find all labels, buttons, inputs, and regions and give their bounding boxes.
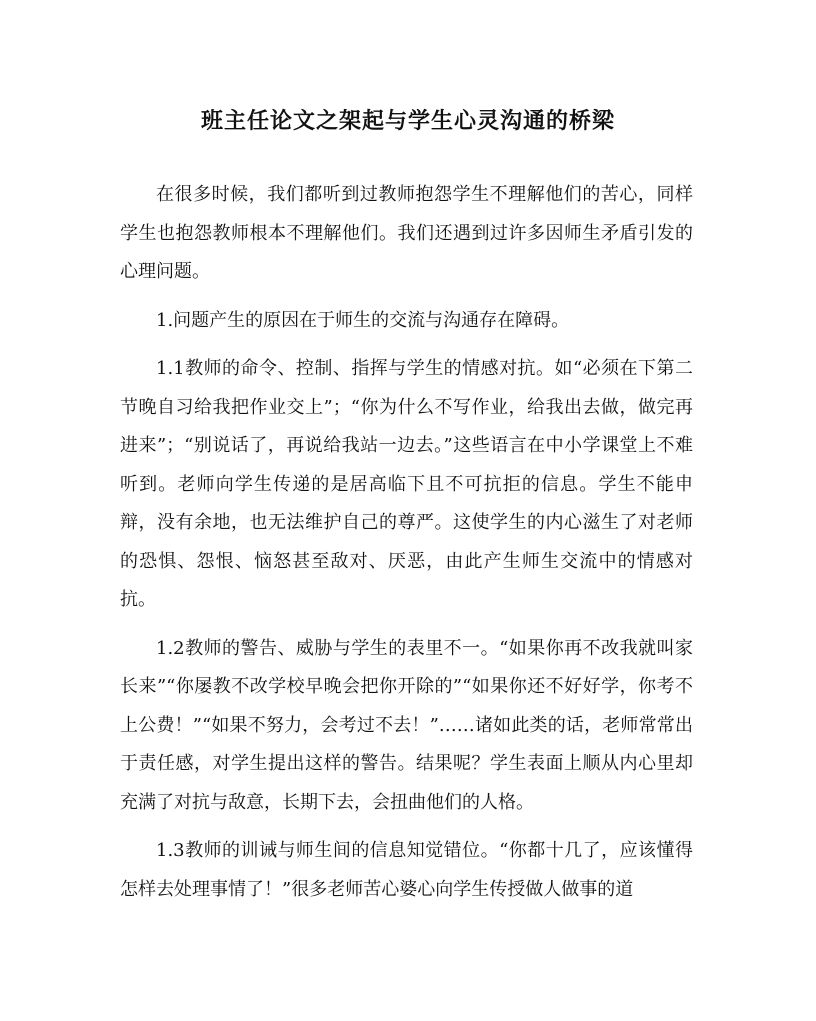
section-1-3-paragraph: 1.3教师的训诫与师生间的信息知觉错位。“你都十几了，应该懂得怎样去处理事情了！”很多老师苦心婆心向学生传授做人做事的道 [120,840,693,900]
document-body [120,176,693,919]
intro-paragraph: 在很多时候，我们都听到过教师抱怨学生不理解他们的苦心，同样学生也抱怨教师根本不理解他们。我们还遇到过许多因师生矛盾引发的心理问题。 [120,184,693,282]
section-1-2-paragraph: 1.2教师的警告、威胁与学生的表里不一。“如果你再不改我就叫家长来”“你屡教不改学校早晚会把你开除的”“如果你还不好好学，你考不上公费！”“如果不努力，会考过不去！”……诸如此类的话，老师常常出于责任感，对学生提出这样的警告。结果呢？学生表面上顺从内心里却充满了对抗与敌意，长期下去，会扭曲他们的人格。 [120,637,693,813]
section-heading-1: 1.问题产生的原因在于师生的交流与沟通存在障碍。 [156,309,570,331]
document-title: 班主任论文之架起与学生心灵沟通的桥梁 [200,108,615,134]
section-1-1-paragraph: 1.1教师的命令、控制、指挥与学生的情感对抗。如“必须在下第二节晚自习给我把作业交上”；“你为什么不写作业，给我出去做，做完再进来”；“别说话了，再说给我站一边去。”这些语言在中小学课堂上不难听到。老师向学生传递的是居高临下且不可抗拒的信息。学生不能申辩，没有余地，也无法维护自己的尊严。这使学生的内心滋生了对老师的恐惧、怨恨、恼怒甚至敌对、厌恶，由此产生师生交流中的情感对抗。 [120,358,693,610]
